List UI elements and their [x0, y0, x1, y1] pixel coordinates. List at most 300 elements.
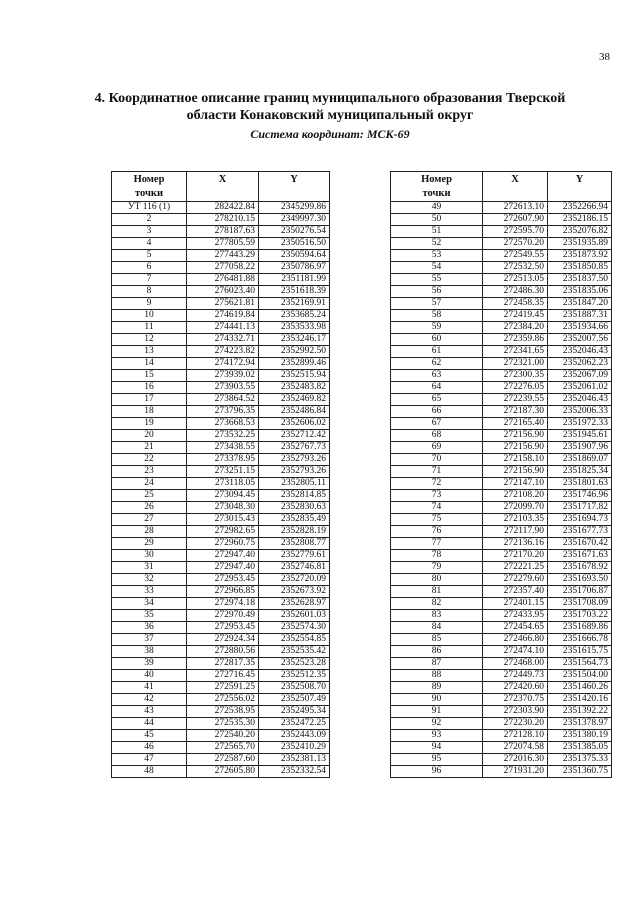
cell-x: 272613.10 — [483, 202, 548, 214]
cell-y: 2351678.92 — [548, 562, 612, 574]
cell-y: 2351708.09 — [548, 598, 612, 610]
cell-x: 272549.55 — [483, 250, 548, 262]
cell-y: 2351835.06 — [548, 286, 612, 298]
cell-point-number: 52 — [391, 238, 483, 250]
cell-point-number: 55 — [391, 274, 483, 286]
cell-x: 277443.29 — [187, 250, 259, 262]
cell-y: 2352523.28 — [259, 658, 330, 670]
table-row — [112, 406, 330, 418]
cell-x: 277058.22 — [187, 262, 259, 274]
cell-x: 272982.65 — [187, 526, 259, 538]
table-row — [391, 262, 612, 274]
cell-y: 2353533.98 — [259, 322, 330, 334]
cell-y: 2352472.25 — [259, 718, 330, 730]
table-row — [112, 622, 330, 634]
cell-point-number: 2 — [112, 214, 187, 226]
cell-y: 2351847.20 — [548, 298, 612, 310]
cell-x: 272433.95 — [483, 610, 548, 622]
table-row — [112, 214, 330, 226]
cell-y: 2352508.70 — [259, 682, 330, 694]
cell-x: 275621.81 — [187, 298, 259, 310]
table-row — [112, 394, 330, 406]
cell-x: 272357.40 — [483, 586, 548, 598]
cell-point-number: 13 — [112, 346, 187, 358]
table-row — [112, 526, 330, 538]
cell-point-number: 23 — [112, 466, 187, 478]
header-y: Y — [548, 172, 612, 202]
table-row — [391, 658, 612, 670]
cell-x: 272970.49 — [187, 610, 259, 622]
table-row — [391, 286, 612, 298]
table-row — [112, 562, 330, 574]
cell-x: 273118.05 — [187, 478, 259, 490]
cell-point-number: 51 — [391, 226, 483, 238]
cell-y: 2352814.85 — [259, 490, 330, 502]
table-row — [391, 358, 612, 370]
cell-y: 2351385.05 — [548, 742, 612, 754]
cell-point-number: 73 — [391, 490, 483, 502]
cell-y: 2352006.33 — [548, 406, 612, 418]
cell-x: 272239.55 — [483, 394, 548, 406]
table-row — [391, 526, 612, 538]
table-row — [391, 226, 612, 238]
cell-y: 2350276.54 — [259, 226, 330, 238]
cell-x: 272170.20 — [483, 550, 548, 562]
cell-point-number: 21 — [112, 442, 187, 454]
cell-point-number: 29 — [112, 538, 187, 550]
cell-x: 272486.30 — [483, 286, 548, 298]
cell-x: 273532.25 — [187, 430, 259, 442]
cell-x: 271931.20 — [483, 766, 548, 778]
cell-x: 272947.40 — [187, 550, 259, 562]
cell-y: 2352515.94 — [259, 370, 330, 382]
cell-y: 2352601.03 — [259, 610, 330, 622]
cell-point-number: 8 — [112, 286, 187, 298]
cell-x: 273094.45 — [187, 490, 259, 502]
cell-point-number: 39 — [112, 658, 187, 670]
cell-x: 272279.60 — [483, 574, 548, 586]
table-row — [112, 634, 330, 646]
cell-point-number: 36 — [112, 622, 187, 634]
cell-y: 2351746.96 — [548, 490, 612, 502]
cell-y: 2352332.54 — [259, 766, 330, 778]
table-row — [112, 202, 330, 214]
cell-point-number: 47 — [112, 754, 187, 766]
cell-point-number: 58 — [391, 310, 483, 322]
table-row — [391, 766, 612, 778]
table-row — [112, 502, 330, 514]
cell-point-number: 87 — [391, 658, 483, 670]
table-body-left — [112, 202, 330, 778]
table-row — [112, 262, 330, 274]
cell-y: 2352779.61 — [259, 550, 330, 562]
cell-y: 2351677.73 — [548, 526, 612, 538]
table-row — [391, 394, 612, 406]
table-row — [112, 298, 330, 310]
cell-point-number: 76 — [391, 526, 483, 538]
cell-point-number: 83 — [391, 610, 483, 622]
cell-y: 2351873.92 — [548, 250, 612, 262]
cell-point-number: 40 — [112, 670, 187, 682]
cell-point-number: 32 — [112, 574, 187, 586]
cell-y: 2352899.46 — [259, 358, 330, 370]
cell-point-number: 80 — [391, 574, 483, 586]
cell-y: 2352793.26 — [259, 466, 330, 478]
cell-x: 273864.52 — [187, 394, 259, 406]
cell-y: 2351380.19 — [548, 730, 612, 742]
cell-y: 2351717.82 — [548, 502, 612, 514]
cell-x: 272974.18 — [187, 598, 259, 610]
table-row — [391, 454, 612, 466]
table-row — [112, 442, 330, 454]
table-row — [112, 598, 330, 610]
table-row — [391, 562, 612, 574]
cell-point-number: 88 — [391, 670, 483, 682]
cell-x: 278210.15 — [187, 214, 259, 226]
cell-y: 2351972.33 — [548, 418, 612, 430]
cell-x: 272165.40 — [483, 418, 548, 430]
coordinate-system-subtitle: Система координат: МСК-69 — [250, 127, 410, 141]
table-row — [391, 250, 612, 262]
cell-y: 2351869.07 — [548, 454, 612, 466]
table-row — [391, 634, 612, 646]
table-row — [112, 514, 330, 526]
cell-x: 272570.20 — [483, 238, 548, 250]
cell-point-number: 48 — [112, 766, 187, 778]
table-row — [391, 310, 612, 322]
cell-point-number: 28 — [112, 526, 187, 538]
table-row — [112, 730, 330, 742]
cell-y: 2352606.02 — [259, 418, 330, 430]
cell-y: 2352767.73 — [259, 442, 330, 454]
table-row — [391, 478, 612, 490]
cell-y: 2352495.34 — [259, 706, 330, 718]
cell-x: 273048.30 — [187, 502, 259, 514]
cell-y: 2351564.73 — [548, 658, 612, 670]
table-row — [391, 598, 612, 610]
cell-x: 276023.40 — [187, 286, 259, 298]
cell-point-number: 93 — [391, 730, 483, 742]
cell-x: 272099.70 — [483, 502, 548, 514]
cell-point-number: 59 — [391, 322, 483, 334]
table-row — [112, 322, 330, 334]
cell-y: 2352046.43 — [548, 346, 612, 358]
cell-point-number: 7 — [112, 274, 187, 286]
cell-x: 272158.10 — [483, 454, 548, 466]
table-row — [391, 646, 612, 658]
cell-x: 272880.56 — [187, 646, 259, 658]
cell-point-number: 96 — [391, 766, 483, 778]
cell-point-number: 37 — [112, 634, 187, 646]
cell-x: 272321.00 — [483, 358, 548, 370]
coordinates-table-left — [111, 171, 330, 778]
table-row — [112, 274, 330, 286]
cell-x: 272420.60 — [483, 682, 548, 694]
cell-x: 272454.65 — [483, 622, 548, 634]
cell-y: 2351670.42 — [548, 538, 612, 550]
cell-y: 2351935.89 — [548, 238, 612, 250]
cell-y: 2351378.97 — [548, 718, 612, 730]
cell-y: 2352835.49 — [259, 514, 330, 526]
cell-y: 2351694.73 — [548, 514, 612, 526]
table-row — [391, 670, 612, 682]
cell-x: 272370.75 — [483, 694, 548, 706]
cell-point-number: 14 — [112, 358, 187, 370]
table-row — [112, 586, 330, 598]
cell-point-number: 3 — [112, 226, 187, 238]
cell-y: 2352554.85 — [259, 634, 330, 646]
cell-y: 2352443.09 — [259, 730, 330, 742]
cell-point-number: 45 — [112, 730, 187, 742]
cell-x: 272187.30 — [483, 406, 548, 418]
cell-point-number: 71 — [391, 466, 483, 478]
cell-point-number: 68 — [391, 430, 483, 442]
table-row — [391, 334, 612, 346]
cell-x: 272817.35 — [187, 658, 259, 670]
table-row — [391, 490, 612, 502]
table-row — [391, 586, 612, 598]
cell-y: 2351837.50 — [548, 274, 612, 286]
cell-x: 272384.20 — [483, 322, 548, 334]
cell-point-number: 4 — [112, 238, 187, 250]
cell-point-number: 24 — [112, 478, 187, 490]
cell-point-number: 43 — [112, 706, 187, 718]
cell-y: 2352062.23 — [548, 358, 612, 370]
table-row — [391, 502, 612, 514]
cell-x: 272953.45 — [187, 622, 259, 634]
table-row — [391, 682, 612, 694]
cell-y: 2351375.33 — [548, 754, 612, 766]
cell-point-number: 17 — [112, 394, 187, 406]
cell-y: 2351706.87 — [548, 586, 612, 598]
table-row — [391, 298, 612, 310]
cell-x: 272535.30 — [187, 718, 259, 730]
cell-point-number: 75 — [391, 514, 483, 526]
cell-y: 2352046.43 — [548, 394, 612, 406]
cell-point-number: 85 — [391, 634, 483, 646]
cell-point-number: 63 — [391, 370, 483, 382]
cell-point-number: 92 — [391, 718, 483, 730]
cell-point-number: 16 — [112, 382, 187, 394]
cell-y: 2351392.22 — [548, 706, 612, 718]
cell-y: 2352746.81 — [259, 562, 330, 574]
table-row — [112, 490, 330, 502]
cell-point-number: 15 — [112, 370, 187, 382]
cell-point-number: 35 — [112, 610, 187, 622]
table-row — [391, 418, 612, 430]
cell-y: 2351689.86 — [548, 622, 612, 634]
table-row — [112, 610, 330, 622]
table-row — [112, 478, 330, 490]
cell-y: 2352169.91 — [259, 298, 330, 310]
table-row — [391, 514, 612, 526]
cell-point-number: 70 — [391, 454, 483, 466]
cell-x: 273015.43 — [187, 514, 259, 526]
cell-y: 2351887.31 — [548, 310, 612, 322]
cell-x: 272074.58 — [483, 742, 548, 754]
table-row — [112, 466, 330, 478]
cell-x: 272947.40 — [187, 562, 259, 574]
cell-y: 2352186.15 — [548, 214, 612, 226]
table-row — [112, 754, 330, 766]
table-row — [112, 574, 330, 586]
cell-x: 273668.53 — [187, 418, 259, 430]
table-row — [112, 682, 330, 694]
header-y: Y — [259, 172, 330, 202]
cell-y: 2352410.29 — [259, 742, 330, 754]
cell-point-number: 56 — [391, 286, 483, 298]
cell-x: 272538.95 — [187, 706, 259, 718]
cell-x: 272532.50 — [483, 262, 548, 274]
table-row — [112, 550, 330, 562]
table-row — [112, 370, 330, 382]
cell-y: 2351850.85 — [548, 262, 612, 274]
cell-x: 272108.20 — [483, 490, 548, 502]
cell-point-number: 41 — [112, 682, 187, 694]
cell-x: 272300.35 — [483, 370, 548, 382]
cell-y: 2352828.19 — [259, 526, 330, 538]
cell-y: 2353246.17 — [259, 334, 330, 346]
cell-y: 2352512.35 — [259, 670, 330, 682]
cell-y: 2351181.99 — [259, 274, 330, 286]
cell-x: 272540.20 — [187, 730, 259, 742]
table-row — [391, 610, 612, 622]
cell-point-number: 86 — [391, 646, 483, 658]
cell-point-number: 19 — [112, 418, 187, 430]
cell-x: 272156.90 — [483, 466, 548, 478]
cell-point-number: 6 — [112, 262, 187, 274]
cell-point-number: 38 — [112, 646, 187, 658]
table-row — [112, 670, 330, 682]
header-point-line2: точки — [422, 187, 451, 199]
cell-point-number: 34 — [112, 598, 187, 610]
cell-y: 2351666.78 — [548, 634, 612, 646]
table-row — [112, 250, 330, 262]
cell-point-number: 20 — [112, 430, 187, 442]
cell-point-number: 31 — [112, 562, 187, 574]
cell-x: 282422.84 — [187, 202, 259, 214]
table-row — [391, 406, 612, 418]
cell-x: 272595.70 — [483, 226, 548, 238]
cell-y: 2352266.94 — [548, 202, 612, 214]
table-row — [112, 358, 330, 370]
cell-point-number: 60 — [391, 334, 483, 346]
cell-y: 2351615.75 — [548, 646, 612, 658]
header-point-line1: Номер — [133, 173, 165, 185]
table-row — [112, 226, 330, 238]
cell-y: 2352076.82 — [548, 226, 612, 238]
cell-point-number: УТ 116 (1) — [112, 202, 187, 214]
table-body-right — [391, 202, 612, 778]
cell-y: 2352805.11 — [259, 478, 330, 490]
cell-x: 272953.45 — [187, 574, 259, 586]
table-row — [391, 322, 612, 334]
cell-y: 2351934.66 — [548, 322, 612, 334]
cell-point-number: 57 — [391, 298, 483, 310]
cell-y: 2352793.26 — [259, 454, 330, 466]
cell-x: 272359.86 — [483, 334, 548, 346]
table-row — [112, 718, 330, 730]
cell-y: 2352381.13 — [259, 754, 330, 766]
table-row — [391, 574, 612, 586]
cell-point-number: 25 — [112, 490, 187, 502]
table-row — [391, 370, 612, 382]
cell-x: 272128.10 — [483, 730, 548, 742]
table-row — [112, 334, 330, 346]
cell-x: 272716.45 — [187, 670, 259, 682]
cell-x: 272117.90 — [483, 526, 548, 538]
cell-y: 2351618.39 — [259, 286, 330, 298]
table-row — [391, 202, 612, 214]
cell-x: 277805.59 — [187, 238, 259, 250]
cell-point-number: 67 — [391, 418, 483, 430]
table-header-row — [112, 172, 330, 202]
cell-point-number: 62 — [391, 358, 483, 370]
table-row — [391, 442, 612, 454]
cell-x: 272147.10 — [483, 478, 548, 490]
table-row — [112, 430, 330, 442]
cell-x: 273378.95 — [187, 454, 259, 466]
cell-point-number: 18 — [112, 406, 187, 418]
cell-point-number: 66 — [391, 406, 483, 418]
table-row — [391, 346, 612, 358]
cell-point-number: 89 — [391, 682, 483, 694]
cell-y: 2352830.63 — [259, 502, 330, 514]
cell-x: 273903.55 — [187, 382, 259, 394]
table-row — [112, 742, 330, 754]
cell-x: 273796.35 — [187, 406, 259, 418]
cell-x: 273438.55 — [187, 442, 259, 454]
title-line-2: области Конаковский муниципальный округ — [186, 108, 474, 123]
table-row — [391, 742, 612, 754]
cell-point-number: 42 — [112, 694, 187, 706]
cell-x: 272966.85 — [187, 586, 259, 598]
cell-point-number: 9 — [112, 298, 187, 310]
table-row — [112, 694, 330, 706]
cell-x: 272016.30 — [483, 754, 548, 766]
cell-x: 274223.82 — [187, 346, 259, 358]
cell-y: 2352712.42 — [259, 430, 330, 442]
cell-y: 2345299.86 — [259, 202, 330, 214]
title-line-1: 4. Координатное описание границ муниципального образования Тверской — [94, 91, 566, 106]
table-row — [112, 382, 330, 394]
cell-point-number: 90 — [391, 694, 483, 706]
cell-x: 272607.90 — [483, 214, 548, 226]
cell-point-number: 12 — [112, 334, 187, 346]
table-row — [391, 274, 612, 286]
table-row — [112, 418, 330, 430]
table-row — [391, 214, 612, 226]
cell-x: 272591.25 — [187, 682, 259, 694]
table-row — [112, 658, 330, 670]
cell-point-number: 5 — [112, 250, 187, 262]
cell-x: 274619.84 — [187, 310, 259, 322]
cell-y: 2352061.02 — [548, 382, 612, 394]
table-row — [391, 730, 612, 742]
cell-y: 2351420.16 — [548, 694, 612, 706]
cell-point-number: 11 — [112, 322, 187, 334]
cell-y: 2350594.64 — [259, 250, 330, 262]
table-row — [112, 346, 330, 358]
table-row — [112, 238, 330, 250]
cell-point-number: 50 — [391, 214, 483, 226]
cell-point-number: 91 — [391, 706, 483, 718]
page-title — [60, 90, 600, 124]
cell-y: 2352808.77 — [259, 538, 330, 550]
cell-y: 2351907.96 — [548, 442, 612, 454]
cell-y: 2351693.50 — [548, 574, 612, 586]
cell-y: 2352483.82 — [259, 382, 330, 394]
